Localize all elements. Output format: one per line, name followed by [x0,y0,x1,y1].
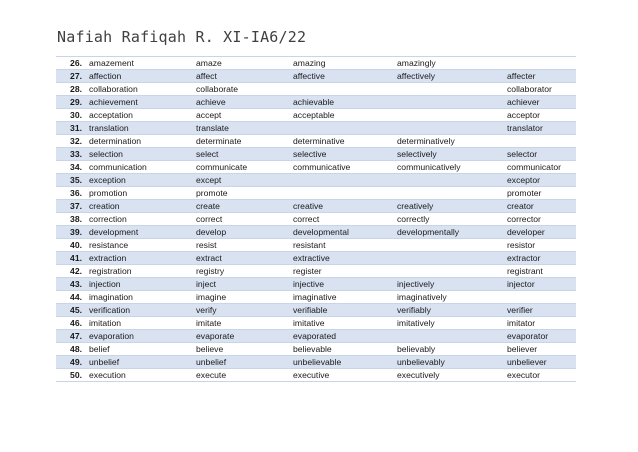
adverb-cell: selectively [394,148,504,161]
table-row [56,317,576,330]
adverb-cell: imitatively [394,317,504,330]
row-number: 50. [56,369,86,382]
noun-cell: affection [86,70,193,83]
verb-cell: evaporate [193,330,290,343]
row-number: 28. [56,83,86,96]
table-row [56,161,576,174]
verb-cell: verify [193,304,290,317]
row-number: 34. [56,161,86,174]
adjective-cell: affective [290,70,394,83]
noun-cell: unbelief [86,356,193,369]
row-number: 26. [56,57,86,70]
row-number: 49. [56,356,86,369]
row-number: 29. [56,96,86,109]
table-row [56,265,576,278]
adjective-cell: evaporated [290,330,394,343]
noun-cell: resistance [86,239,193,252]
noun-cell: collaboration [86,83,193,96]
table-row [56,109,576,122]
verb-cell: registry [193,265,290,278]
agent-noun-cell [504,57,576,70]
agent-noun-cell: communicator [504,161,576,174]
row-number: 36. [56,187,86,200]
verb-cell: communicate [193,161,290,174]
row-number: 48. [56,343,86,356]
noun-cell: verification [86,304,193,317]
row-number: 33. [56,148,86,161]
verb-cell: accept [193,109,290,122]
adverb-cell [394,174,504,187]
row-number: 31. [56,122,86,135]
adverb-cell: verifiably [394,304,504,317]
adverb-cell: injectively [394,278,504,291]
table-row [56,252,576,265]
adverb-cell [394,96,504,109]
adverb-cell [394,187,504,200]
row-number: 40. [56,239,86,252]
adjective-cell [290,83,394,96]
adjective-cell: verifiable [290,304,394,317]
adjective-cell: developmental [290,226,394,239]
adjective-cell: executive [290,369,394,382]
adjective-cell: correct [290,213,394,226]
verb-cell: unbelief [193,356,290,369]
adverb-cell: determinatively [394,135,504,148]
row-number: 30. [56,109,86,122]
row-number: 45. [56,304,86,317]
adverb-cell [394,109,504,122]
agent-noun-cell: resistor [504,239,576,252]
noun-cell: translation [86,122,193,135]
noun-cell: selection [86,148,193,161]
adverb-cell: amazingly [394,57,504,70]
noun-cell: acceptation [86,109,193,122]
agent-noun-cell: extractor [504,252,576,265]
table-row [56,187,576,200]
row-number: 44. [56,291,86,304]
adverb-cell [394,122,504,135]
row-number: 32. [56,135,86,148]
table-row [56,213,576,226]
table-row [56,343,576,356]
noun-cell: amazement [86,57,193,70]
agent-noun-cell: executor [504,369,576,382]
word-forms-table [56,56,576,382]
agent-noun-cell: unbeliever [504,356,576,369]
adverb-cell: believably [394,343,504,356]
adverb-cell: developmentally [394,226,504,239]
verb-cell: correct [193,213,290,226]
adverb-cell [394,239,504,252]
table-row [56,200,576,213]
adjective-cell: selective [290,148,394,161]
adjective-cell: acceptable [290,109,394,122]
agent-noun-cell: acceptor [504,109,576,122]
table-row [56,70,576,83]
row-number: 43. [56,278,86,291]
adjective-cell: creative [290,200,394,213]
table-row [56,239,576,252]
adverb-cell: imaginatively [394,291,504,304]
adverb-cell [394,252,504,265]
table-row [56,226,576,239]
noun-cell: execution [86,369,193,382]
noun-cell: belief [86,343,193,356]
noun-cell: development [86,226,193,239]
table-row [56,278,576,291]
table-row [56,174,576,187]
verb-cell: collaborate [193,83,290,96]
agent-noun-cell: collaborator [504,83,576,96]
noun-cell: exception [86,174,193,187]
table-row [56,135,576,148]
row-number: 42. [56,265,86,278]
row-number: 37. [56,200,86,213]
table-row [56,122,576,135]
agent-noun-cell: developer [504,226,576,239]
agent-noun-cell: translator [504,122,576,135]
verb-cell: believe [193,343,290,356]
adjective-cell: believable [290,343,394,356]
table-row [56,96,576,109]
table-row [56,83,576,96]
agent-noun-cell: believer [504,343,576,356]
noun-cell: injection [86,278,193,291]
agent-noun-cell: creator [504,200,576,213]
adverb-cell: communicatively [394,161,504,174]
row-number: 46. [56,317,86,330]
adverb-cell [394,83,504,96]
adverb-cell: affectively [394,70,504,83]
noun-cell: achievement [86,96,193,109]
verb-cell: inject [193,278,290,291]
adverb-cell: creatively [394,200,504,213]
verb-cell: amaze [193,57,290,70]
adjective-cell: imitative [290,317,394,330]
noun-cell: determination [86,135,193,148]
adjective-cell: amazing [290,57,394,70]
verb-cell: select [193,148,290,161]
agent-noun-cell: affecter [504,70,576,83]
noun-cell: imitation [86,317,193,330]
adjective-cell: communicative [290,161,394,174]
table-row [56,148,576,161]
verb-cell: imitate [193,317,290,330]
agent-noun-cell: exceptor [504,174,576,187]
table-row [56,291,576,304]
agent-noun-cell: registrant [504,265,576,278]
adverb-cell [394,330,504,343]
agent-noun-cell: promoter [504,187,576,200]
table-row [56,356,576,369]
verb-cell: translate [193,122,290,135]
verb-cell: affect [193,70,290,83]
adjective-cell: extractive [290,252,394,265]
agent-noun-cell: corrector [504,213,576,226]
noun-cell: registration [86,265,193,278]
agent-noun-cell [504,291,576,304]
adjective-cell [290,122,394,135]
verb-cell: promote [193,187,290,200]
table-row [56,57,576,70]
verb-cell: develop [193,226,290,239]
adjective-cell: achievable [290,96,394,109]
agent-noun-cell [504,135,576,148]
verb-cell: resist [193,239,290,252]
noun-cell: promotion [86,187,193,200]
row-number: 27. [56,70,86,83]
adjective-cell: injective [290,278,394,291]
verb-cell: except [193,174,290,187]
noun-cell: evaporation [86,330,193,343]
agent-noun-cell: achiever [504,96,576,109]
table-row [56,330,576,343]
noun-cell: imagination [86,291,193,304]
page-title: Nafiah Rafiqah R. XI-IA6/22 [57,28,307,46]
table-row [56,369,576,382]
verb-cell: create [193,200,290,213]
noun-cell: extraction [86,252,193,265]
adverb-cell: correctly [394,213,504,226]
adjective-cell: unbelievable [290,356,394,369]
agent-noun-cell: evaporator [504,330,576,343]
adverb-cell: unbelievably [394,356,504,369]
agent-noun-cell: injector [504,278,576,291]
agent-noun-cell: selector [504,148,576,161]
noun-cell: communication [86,161,193,174]
verb-cell: determinate [193,135,290,148]
adjective-cell: imaginative [290,291,394,304]
noun-cell: creation [86,200,193,213]
adjective-cell [290,174,394,187]
row-number: 35. [56,174,86,187]
row-number: 47. [56,330,86,343]
row-number: 39. [56,226,86,239]
table-row [56,304,576,317]
adjective-cell: register [290,265,394,278]
adverb-cell [394,265,504,278]
adjective-cell: resistant [290,239,394,252]
row-number: 41. [56,252,86,265]
adjective-cell [290,187,394,200]
verb-cell: achieve [193,96,290,109]
row-number: 38. [56,213,86,226]
verb-cell: extract [193,252,290,265]
agent-noun-cell: verifier [504,304,576,317]
verb-cell: execute [193,369,290,382]
adverb-cell: executively [394,369,504,382]
agent-noun-cell: imitator [504,317,576,330]
noun-cell: correction [86,213,193,226]
adjective-cell: determinative [290,135,394,148]
verb-cell: imagine [193,291,290,304]
